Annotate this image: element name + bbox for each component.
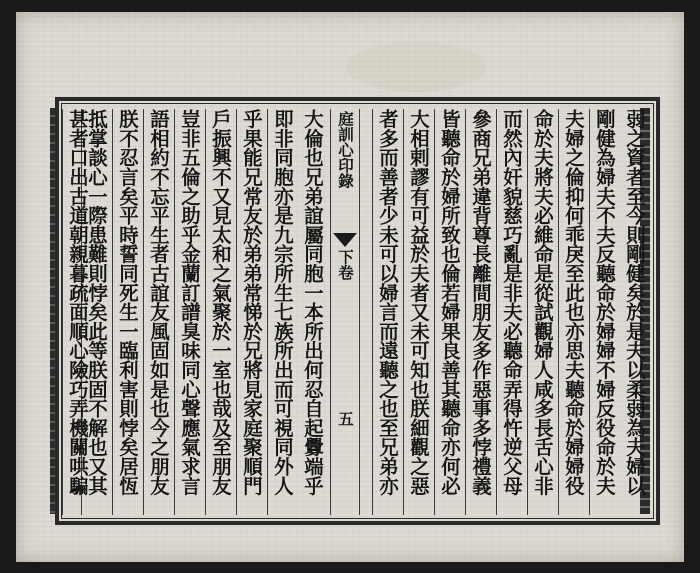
text-column: 者多而善者少未可以婦言而遠聽之也至兄弟亦: [372, 109, 401, 515]
text-column: 語相約不忘平生者古誼友風固如是也今之朋友: [143, 109, 172, 515]
text-column: 大相剌謬有可益於夫者又未可知也朕細觀之惡: [403, 109, 432, 515]
text-column: 戶振興不又見太和之氣聚於一室也哉及至朋友: [205, 109, 234, 515]
center-fold-column: [330, 109, 360, 515]
text-column: 大倫也兄弟誼屬同胞一本所出何忍自起釁端乎: [301, 109, 324, 496]
text-column: 弱之資者至今則剛健矣於是夫以柔弱為夫婦以: [623, 109, 646, 496]
text-column: 命於夫將夫必維命是從試觀婦人咸多長舌心非: [527, 109, 556, 515]
text-column: 朕不忍言矣平時誓同死生一臨利害則悖矣居恆: [112, 109, 141, 515]
page-number: 五: [336, 411, 355, 427]
fish-tail-mark: [333, 233, 357, 247]
volume-label: 下卷: [336, 249, 355, 280]
text-column: 而然內奸貌慈巧亂是非夫必聽命弄得忤逆父母: [496, 109, 525, 515]
book-title: 庭訓心印錄: [336, 111, 355, 189]
paper-stain: [346, 42, 486, 92]
text-column: 即非同胞亦是九宗所生七族所出而可視同外人: [267, 109, 296, 515]
text-column: 豈非五倫之助乎金蘭訂譜臭味同心聲應氣求言: [174, 109, 203, 515]
text-column: 參商兄弟違背尊長離間朋友多作惡事多悖禮義: [465, 109, 494, 515]
text-column: 抵掌談心一際患難則悖矣此等朕固不解也又其: [81, 109, 110, 515]
book-page: [16, 12, 684, 562]
text-column: 皆聽命於婦所致也倫若婦果良善其聽命亦何必: [434, 109, 463, 515]
text-column: 甚者口出古道朝親暮疏面順心險巧弄機關哄騙: [62, 109, 91, 515]
text-column: 乎果能兄常友於弟弟常悌於兄將見家庭聚順門: [236, 109, 265, 515]
text-column: 夫婦之倫抑何乖戾至此也亦思夫聽命於婦婦役: [558, 109, 587, 515]
text-column: 剛健為婦夫不夫反聽命於婦婦不婦反役命於夫: [589, 109, 618, 515]
